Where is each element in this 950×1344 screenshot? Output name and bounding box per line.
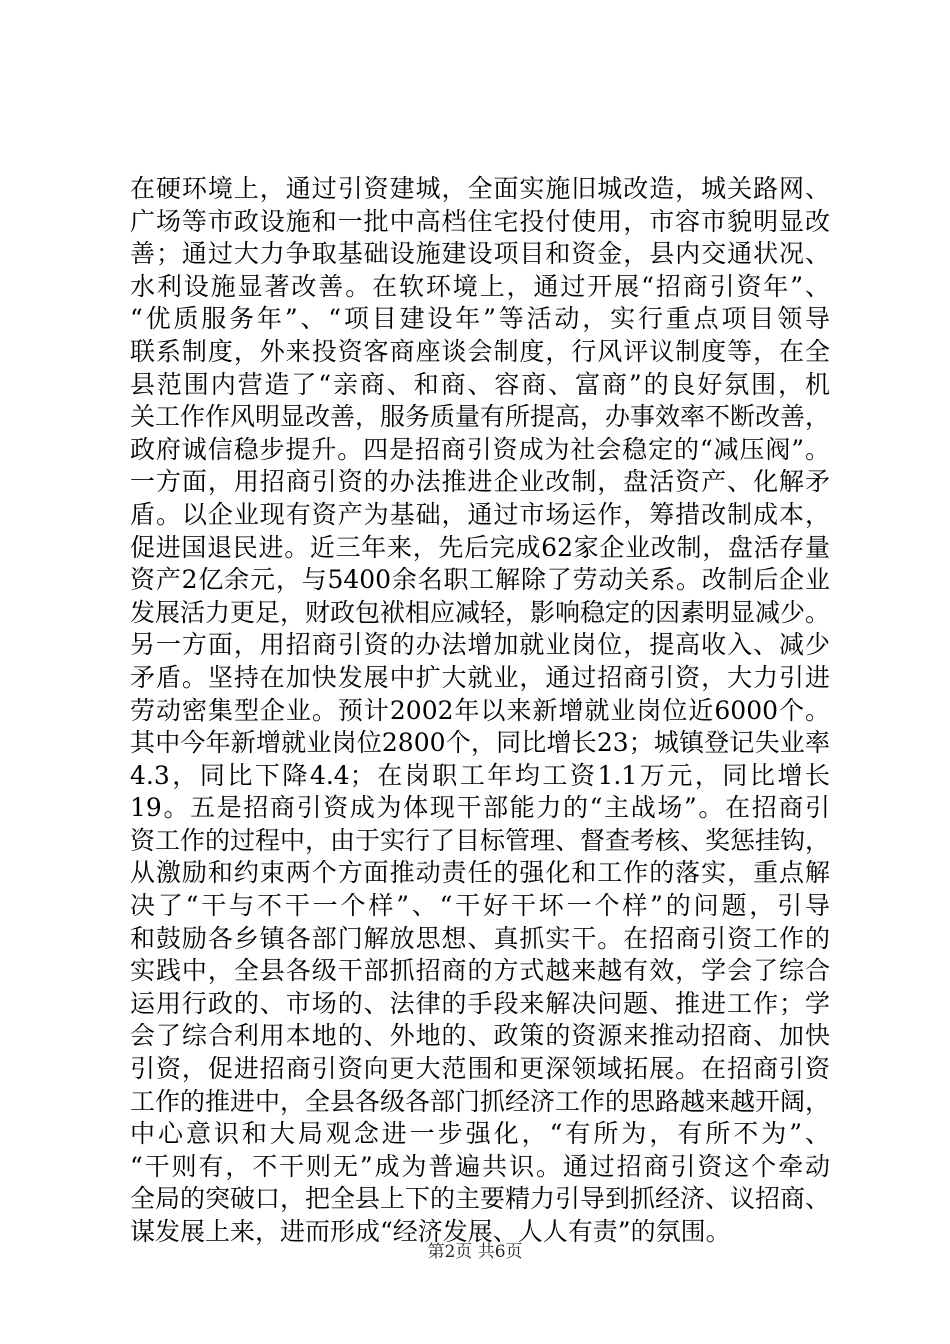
body-paragraph	[130, 173, 830, 1249]
text-line: 运用行政的、市场的、法律的手段来解决问题、推进工作；学	[130, 988, 830, 1018]
text-line: 引资，促进招商引资向更大范围和更深领域拓展。在招商引资	[130, 1054, 830, 1084]
text-line: 决了“干与不干一个样”、“干好干坏一个样”的问题，引导	[130, 891, 830, 921]
text-line: 关工作作风明显改善，服务质量有所提高，办事效率不断改善，	[130, 402, 831, 432]
text-line: 会了综合利用本地的、外地的、政策的资源来推动招商、加快	[130, 1021, 830, 1051]
text-line: 实践中，全县各级干部抓招商的方式越来越有效，学会了综合	[130, 956, 830, 986]
text-line: 广场等市政设施和一批中高档住宅投付使用，市容市貌明显改	[130, 206, 830, 236]
text-line: 在硬环境上，通过引资建城，全面实施旧城改造，城关路网、	[130, 174, 830, 203]
text-line: “优质服务年”、“项目建设年”等活动，实行重点项目领导	[130, 304, 830, 334]
text-line: 县范围内营造了“亲商、和商、容商、富商”的良好氛围，机	[130, 369, 830, 399]
text-line: 发展活力更足，财政包袱相应减轻，影响稳定的因素明显减少。	[130, 597, 831, 627]
text-line: 政府诚信稳步提升。四是招商引资成为社会稳定的“减压阀”。	[130, 434, 830, 464]
page-footer: 第2页 共6页	[427, 1242, 523, 1262]
text-line: 4.3，同比下降4.4；在岗职工年均工资1.1万元，同比增长	[130, 760, 830, 790]
text-line: 劳动密集型企业。预计2002年以来新增就业岗位近6000个。	[130, 695, 830, 725]
text-line: 19。五是招商引资成为体现干部能力的“主战场”。在招商引	[130, 793, 830, 823]
text-line: 工作的推进中，全县各级各部门抓经济工作的思路越来越开阔，	[130, 1086, 831, 1116]
text-line: 联系制度，外来投资客商座谈会制度，行风评议制度等，在全	[130, 336, 830, 366]
text-line: 善；通过大力争取基础设施建设项目和资金，县内交通状况、	[130, 239, 830, 269]
text-line: 全局的突破口，把全县上下的主要精力引导到抓经济、议招商、	[130, 1184, 831, 1214]
text-line: 水利设施显著改善。在软环境上，通过开展“招商引资年”、	[130, 271, 830, 301]
text-line: 和鼓励各乡镇各部门解放思想、真抓实干。在招商引资工作的	[130, 923, 830, 953]
text-line: 从激励和约束两个方面推动责任的强化和工作的落实，重点解	[130, 858, 830, 888]
text-line: 盾。以企业现有资产为基础，通过市场运作，筹措改制成本，	[130, 499, 830, 529]
text-line: 其中今年新增就业岗位2800个，同比增长23；城镇登记失业率	[130, 728, 830, 758]
text-line: 资产2亿余元，与5400余名职工解除了劳动关系。改制后企业	[130, 565, 830, 595]
text-line: “干则有，不干则无”成为普遍共识。通过招商引资这个牵动	[130, 1151, 830, 1181]
text-line: 矛盾。坚持在加快发展中扩大就业，通过招商引资，大力引进	[130, 662, 830, 692]
text-line: 另一方面，用招商引资的办法增加就业岗位，提高收入、减少	[130, 630, 830, 660]
text-line: 谋发展上来，进而形成“经济发展、人人有责”的氛围。	[130, 1217, 731, 1246]
text-line: 资工作的过程中，由于实行了目标管理、督查考核、奖惩挂钩，	[130, 825, 831, 855]
text-line: 促进国退民进。近三年来，先后完成62家企业改制，盘活存量	[130, 532, 830, 562]
text-line: 中心意识和大局观念进一步强化，“有所为，有所不为”、	[130, 1119, 830, 1149]
text-line: 一方面，用招商引资的办法推进企业改制，盘活资产、化解矛	[130, 467, 830, 497]
